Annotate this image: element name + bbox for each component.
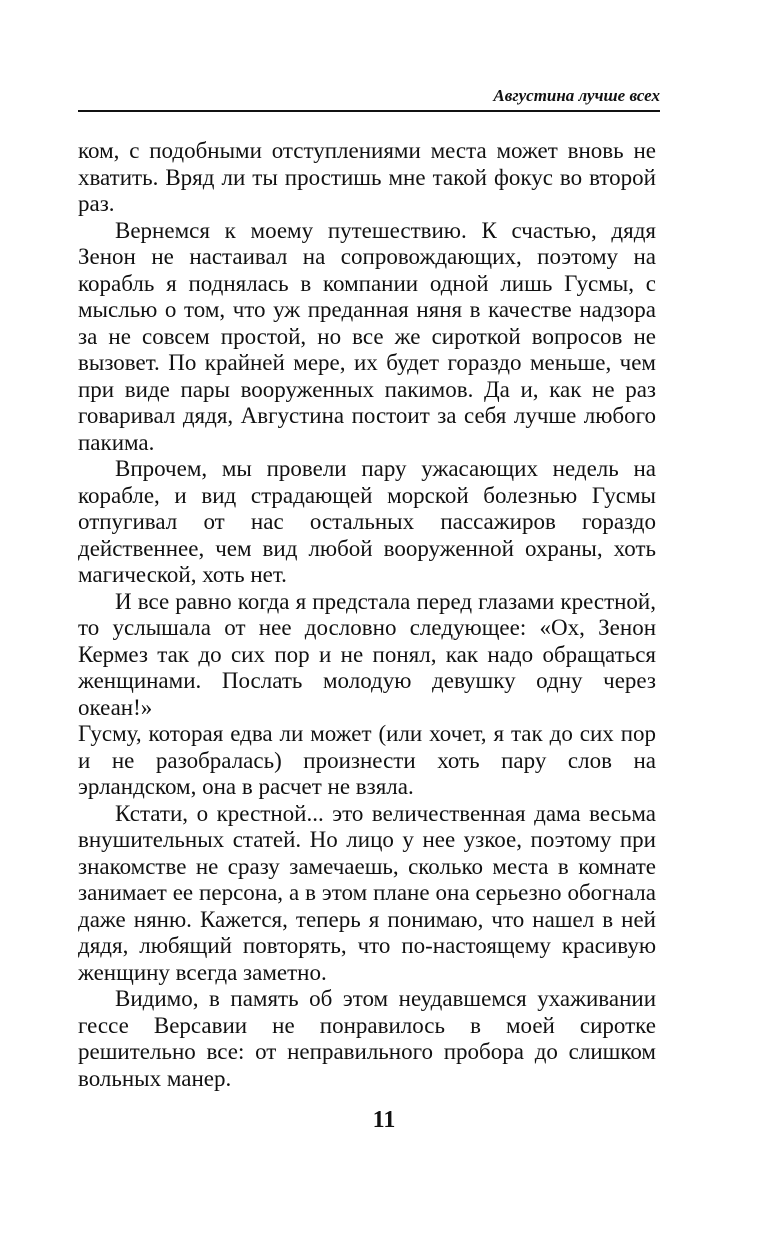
paragraph: Гусму, которая едва ли может (или хочет, я так до сих пор и не разобралась) произнести хоть пару слов на эрландском, она в расчет не взяла.: [78, 721, 656, 799]
paragraph: Впрочем, мы провели пару ужасающих недель на корабле, и вид страдающей морской болезнью Гусмы отпугивал от нас остальных пассажиров гораздо действеннее, чем вид любой вооруженной охраны, хоть магической, хоть нет.: [78, 456, 656, 587]
paragraph: И все равно когда я предстала перед глазами крестной, то услышала от нее дословно следующее: «Ох, Зенон Кермез так до сих пор и не понял, как надо обращаться женщинами. Послать молодую девушку одну через океан!»: [78, 588, 656, 720]
header-rule: [78, 110, 660, 112]
paragraph: Кстати, о крестной... это величественная дама весьма внушительных статей. Но лицо у нее узкое, поэтому при знакомстве не сразу замечаешь, сколько места в комнате занимает ее персона, а в этом плане она серьезно обогнала даже няню. Кажется, теперь я понимаю, что нашел в ней дядя, любящий повторять, что по-настоящему красивую женщину всегда заметно.: [78, 800, 656, 985]
paragraph: Вернемся к моему путешествию. К счастью, дядя Зенон не настаивал на сопровождающих, поэтому на корабль я поднялась в компании одной лишь Гусмы, с мыслью о том, что уж преданная няня в качестве надзора за не совсем простой, но все же сироткой вопросов не вызовет. По крайней мере, их будет гораздо меньше, чем при виде пары вооруженных пакимов. Да и, как не раз говаривал дядя, Августина постоит за себя лучше любого пакима.: [78, 217, 656, 455]
page-number: 11: [372, 1107, 396, 1133]
body-text: [78, 138, 656, 1092]
paragraph: Видимо, в память об этом неудавшемся ухаживании гессе Версавии не понравилось в моей сиротке решительно все: от неправильного пробора до слишком вольных манер.: [78, 986, 656, 1091]
paragraph: ком, с подобными отступлениями места может вновь не хватить. Вряд ли ты простишь мне такой фокус во второй раз.: [78, 138, 656, 216]
running-head: Августина лучше всех: [493, 86, 660, 105]
